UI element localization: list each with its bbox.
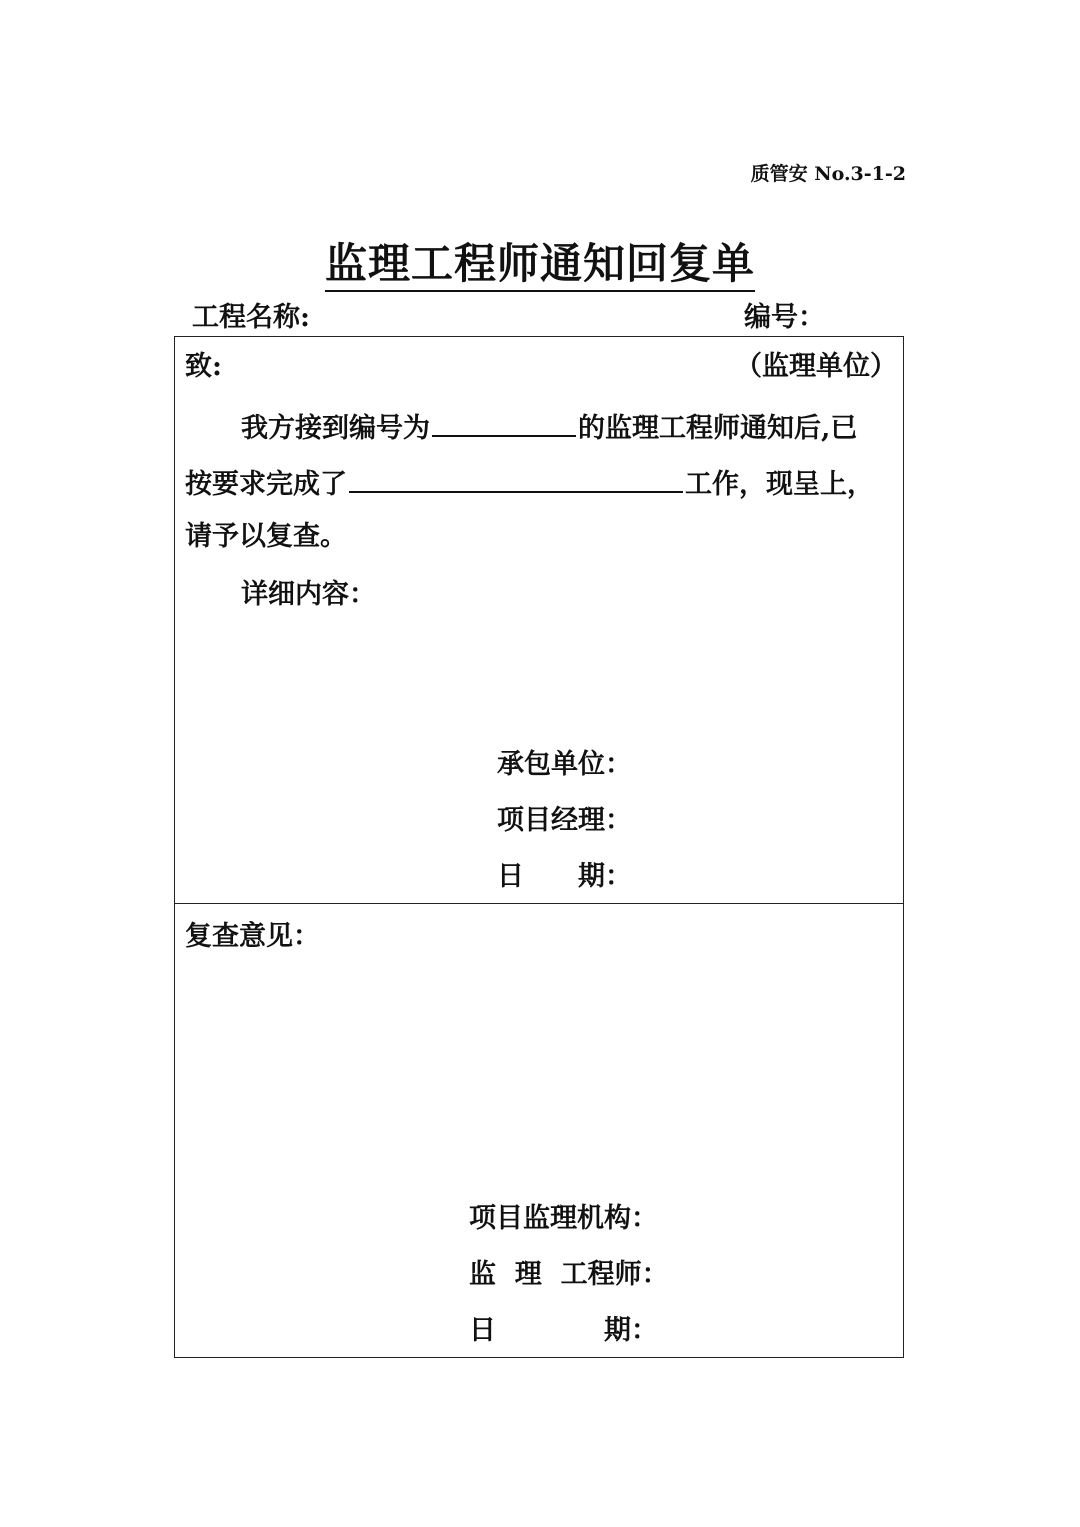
review-opinion-label: 复查意见： <box>185 921 320 952</box>
reply-line-1-suffix: 的监理工程师通知后,已 <box>578 413 858 444</box>
form-frame <box>174 336 904 1358</box>
contractor-label: 承包单位： <box>497 749 632 780</box>
details-label: 详细内容： <box>241 579 376 610</box>
form-code: 质管安 No.3-1-2 <box>750 163 906 185</box>
project-name-label: 工程名称: <box>192 302 310 333</box>
reply-line-1 <box>241 405 857 449</box>
to-label: 致: <box>185 351 222 382</box>
review-date-label: 日 期： <box>469 1315 658 1346</box>
to-unit-label: （监理单位） <box>735 351 897 382</box>
supervision-org-label: 项目监理机构： <box>469 1203 658 1234</box>
project-manager-label: 项目经理： <box>497 805 632 836</box>
reply-line-2-prefix: 按要求完成了 <box>185 469 347 500</box>
reply-line-2-suffix: 工作，现呈上， <box>685 469 874 500</box>
form-meta <box>192 298 832 338</box>
reply-line-3: 请予以复查。 <box>185 521 347 552</box>
notice-number-blank[interactable] <box>432 405 576 437</box>
reply-line-1-prefix: 我方接到编号为 <box>241 413 430 444</box>
page-title-text: 监理工程师通知回复单 <box>325 239 755 292</box>
form-number-label: 编号： <box>744 302 825 333</box>
section-divider <box>175 903 903 904</box>
reply-date-label: 日 期： <box>497 861 632 892</box>
reply-line-2 <box>185 461 874 505</box>
page-title <box>0 236 1080 292</box>
supervision-engineer-label: 监 理 工程师： <box>469 1259 669 1290</box>
completed-work-blank[interactable] <box>349 461 683 493</box>
